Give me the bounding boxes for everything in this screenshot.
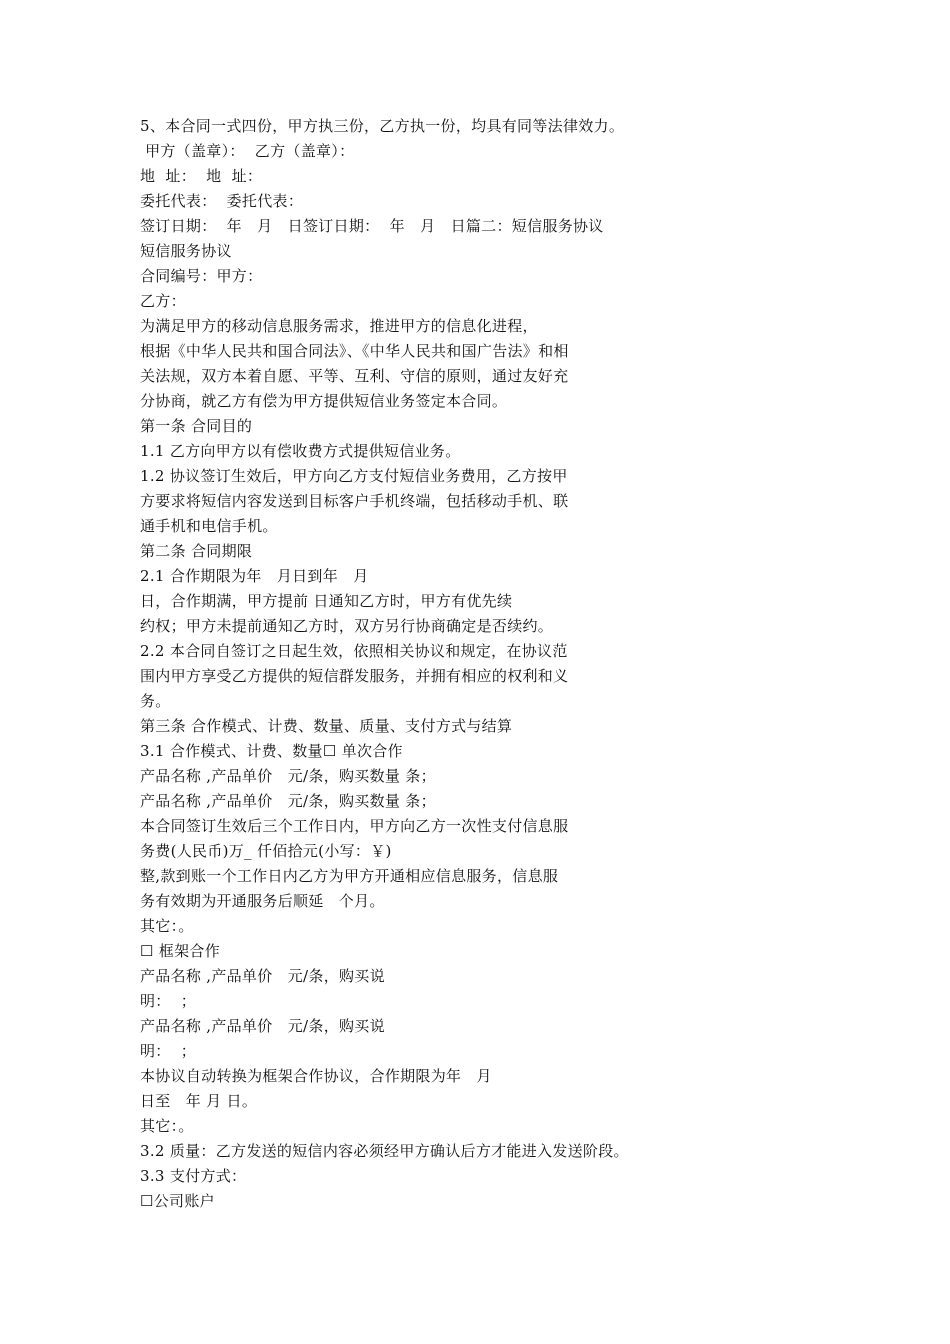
- text-line: 3.2 质量：乙方发送的短信内容必须经甲方确认后方才能进入发送阶段。: [140, 1142, 629, 1160]
- text-line: 其它：。: [140, 917, 194, 935]
- document-title: 短信服务协议: [140, 242, 232, 260]
- section-heading: 第二条 合同期限: [140, 542, 253, 560]
- text-line: 日至 年 月 日。: [140, 1092, 258, 1110]
- text-line: 其它：。: [140, 1117, 194, 1135]
- text-line: 地 址： 地 址：: [140, 167, 263, 185]
- text-line: 1.2 协议签订生效后，甲方向乙方支付短信业务费用，乙方按甲: [140, 467, 568, 485]
- text-line: 产品名称 ,产品单价 元/条，购买说: [140, 1017, 385, 1035]
- text-line: 委托代表： 委托代表：: [140, 192, 304, 210]
- text-line: 务。: [140, 692, 171, 710]
- text-line: 3.1 合作模式、计费、数量☐ 单次合作: [140, 742, 403, 760]
- text-line: 甲方（盖章）： 乙方（盖章）：: [140, 142, 355, 160]
- section-heading: 第一条 合同目的: [140, 417, 253, 435]
- text-line: ☐ 框架合作: [140, 942, 221, 960]
- text-line: 3.3 支付方式：: [140, 1167, 247, 1185]
- section-heading: 第三条 合作模式、计费、数量、质量、支付方式与结算: [140, 717, 513, 735]
- text-line: 日，合作期满，甲方提前 日通知乙方时，甲方有优先续: [140, 592, 513, 610]
- text-line: 明： ；: [140, 992, 197, 1010]
- text-line: 围内甲方享受乙方提供的短信群发服务，并拥有相应的权利和义: [140, 667, 569, 685]
- text-line: ☐公司账户: [140, 1192, 215, 1210]
- text-line: 为满足甲方的移动信息服务需求，推进甲方的信息化进程，: [140, 317, 538, 335]
- text-line: 合同编号：甲方：: [140, 267, 263, 285]
- text-line: 产品名称 ,产品单价 元/条，购买数量 条；: [140, 792, 436, 810]
- text-line: 产品名称 ,产品单价 元/条，购买数量 条；: [140, 767, 436, 785]
- text-line: 方要求将短信内容发送到目标客户手机终端，包括移动手机、联: [140, 492, 569, 510]
- text-line: 2.1 合作期限为年 月日到年 月: [140, 567, 369, 585]
- text-line: 签订日期： 年 月 日签订日期： 年 月 日篇二：短信服务协议: [140, 217, 604, 235]
- text-line: 整,款到账一个工作日内乙方为甲方开通相应信息服务，信息服: [140, 867, 559, 885]
- text-line: 务有效期为开通服务后顺延 个月。: [140, 892, 385, 910]
- text-line: 产品名称 ,产品单价 元/条，购买说: [140, 967, 385, 985]
- text-line: 关法规，双方本着自愿、平等、互利、守信的原则，通过友好充: [140, 367, 569, 385]
- text-line: 本协议自动转换为框架合作协议，合作期限为年 月: [140, 1067, 492, 1085]
- text-line: 约权；甲方未提前通知乙方时，双方另行协商确定是否续约。: [140, 617, 554, 635]
- text-line: 5、本合同一式四份，甲方执三份，乙方执一份，均具有同等法律效力。: [140, 117, 625, 135]
- text-line: 乙方：: [140, 292, 186, 310]
- text-line: 根据《中华人民共和国合同法》、《中华人民共和国广告法》和相: [140, 342, 569, 360]
- text-line: 通手机和电信手机。: [140, 517, 278, 535]
- text-line: 1.1 乙方向甲方以有偿收费方式提供短信业务。: [140, 442, 461, 460]
- text-line: 明： ；: [140, 1042, 197, 1060]
- text-line: 2.2 本合同自签订之日起生效，依照相关协议和规定，在协议范: [140, 642, 568, 660]
- document-body: [140, 114, 900, 1214]
- text-line: 本合同签订生效后三个工作日内，甲方向乙方一次性支付信息服: [140, 817, 569, 835]
- text-line: 务费(人民币)万_ 仟佰拾元(小写：￥): [140, 842, 392, 860]
- text-line: 分协商，就乙方有偿为甲方提供短信业务签定本合同。: [140, 392, 508, 410]
